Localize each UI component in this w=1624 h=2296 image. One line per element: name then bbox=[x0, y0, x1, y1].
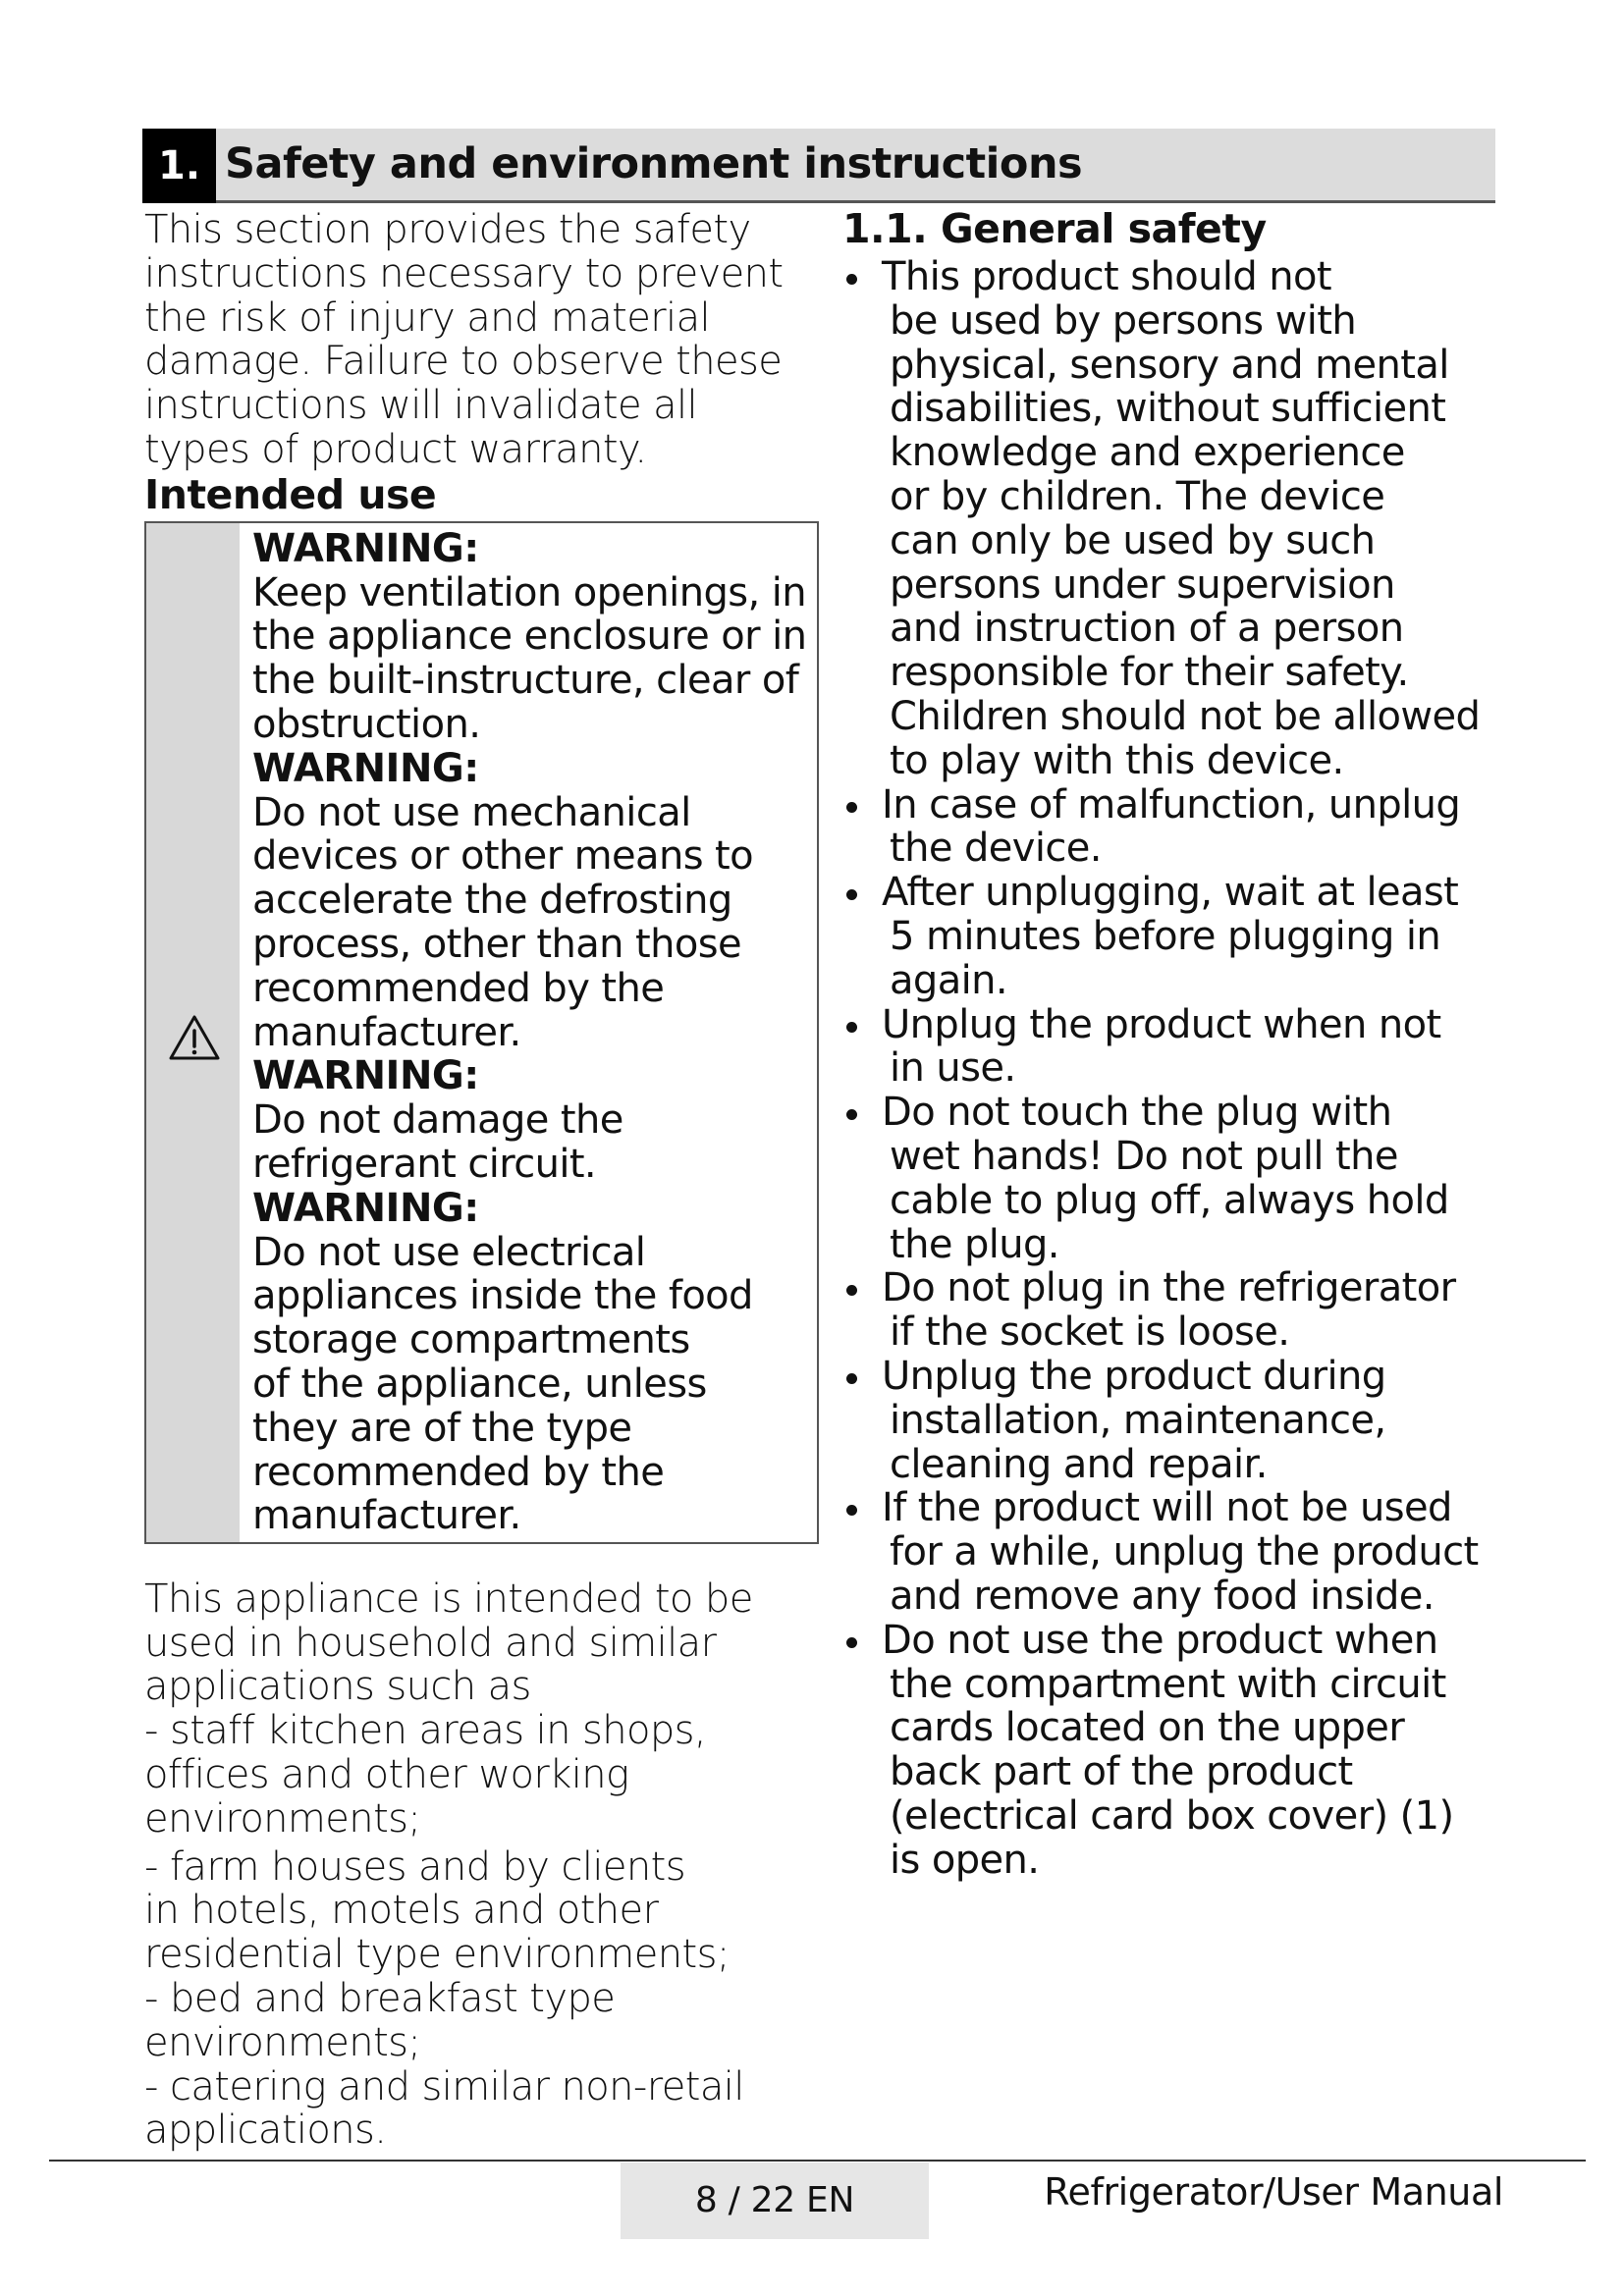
warning-text: accelerate the defrosting bbox=[252, 878, 732, 924]
list-item-text: After unplugging, wait at least bbox=[882, 870, 1459, 916]
list-item-text: Do not touch the plug with bbox=[882, 1090, 1392, 1136]
usage-line: applications. bbox=[144, 2108, 387, 2154]
warning-item bbox=[252, 1054, 812, 1186]
general-safety-list bbox=[842, 255, 1520, 1882]
warning-text: they are of the type bbox=[252, 1405, 632, 1451]
section-number: 1. bbox=[142, 129, 216, 203]
warning-text: Do not use electrical bbox=[252, 1229, 646, 1275]
list-item-text: Unplug the product when not bbox=[882, 1001, 1441, 1047]
warning-text: the built-instructure, clear of bbox=[252, 658, 799, 704]
usage-line: applications such as bbox=[144, 1664, 531, 1710]
list-item bbox=[842, 783, 1520, 872]
usage-line: - bed and breakfast type bbox=[144, 1975, 616, 2021]
warning-triangle-icon bbox=[168, 1014, 221, 1061]
warning-list bbox=[252, 527, 812, 1538]
intro-line: instructions necessary to prevent bbox=[144, 250, 784, 296]
warning-text: manufacturer. bbox=[252, 1009, 521, 1055]
list-item-text: again. bbox=[890, 957, 1007, 1003]
intro-line: instructions will invalidate all bbox=[144, 383, 698, 429]
list-item-text: cards located on the upper bbox=[890, 1705, 1405, 1751]
list-item bbox=[842, 871, 1520, 1002]
list-item-text: disabilities, without sufficient bbox=[890, 386, 1446, 432]
warning-text: of the appliance, unless bbox=[252, 1361, 707, 1407]
warning-text: Keep ventilation openings, in bbox=[252, 569, 806, 615]
list-item bbox=[842, 1003, 1520, 1092]
warning-label: WARNING: bbox=[252, 1053, 479, 1099]
intended-use-heading: Intended use bbox=[144, 470, 437, 518]
section-title: Safety and environment instructions bbox=[225, 139, 1083, 188]
usage-line: - catering and similar non-retail bbox=[144, 2063, 744, 2109]
usage-line: residential type environments; bbox=[144, 1932, 730, 1978]
warning-text: recommended by the bbox=[252, 1449, 665, 1495]
warning-text: process, other than those bbox=[252, 921, 741, 967]
warning-text: devices or other means to bbox=[252, 833, 754, 880]
warning-text: storage compartments bbox=[252, 1317, 690, 1363]
list-item-text: to play with this device. bbox=[890, 737, 1344, 783]
list-item-text: the plug. bbox=[890, 1221, 1059, 1267]
usage-line: - staff kitchen areas in shops, bbox=[144, 1708, 706, 1754]
usage-line: offices and other working bbox=[144, 1751, 629, 1797]
usage-line: environments; bbox=[144, 2019, 421, 2065]
list-item-text: or by children. The device bbox=[890, 473, 1385, 519]
list-item-text: persons under supervision bbox=[890, 561, 1395, 608]
list-item-text: can only be used by such bbox=[890, 517, 1376, 563]
usage-line: environments; bbox=[144, 1795, 421, 1842]
intro-paragraph bbox=[144, 208, 812, 472]
list-item-text: installation, maintenance, bbox=[890, 1397, 1386, 1443]
list-item bbox=[842, 1091, 1520, 1266]
document-title: Refrigerator/User Manual bbox=[1044, 2170, 1503, 2214]
usage-paragraph bbox=[144, 1577, 812, 2153]
warning-label: WARNING: bbox=[252, 745, 479, 791]
list-item bbox=[842, 1619, 1520, 1883]
list-item-text: the device. bbox=[890, 826, 1102, 872]
footer-divider bbox=[49, 2160, 1586, 2162]
list-item-text: in use. bbox=[890, 1045, 1016, 1092]
usage-item bbox=[144, 2065, 812, 2154]
list-item-text: Do not use the product when bbox=[882, 1617, 1438, 1663]
list-item-text: This product should not bbox=[882, 254, 1331, 299]
list-item-text: cable to plug off, always hold bbox=[890, 1177, 1449, 1223]
list-item-text: (electrical card box cover) (1) bbox=[890, 1792, 1454, 1839]
warning-item bbox=[252, 747, 812, 1055]
list-item-text: be used by persons with bbox=[890, 297, 1357, 344]
list-item-text: If the product will not be used bbox=[882, 1485, 1452, 1531]
list-item-text: Children should not be allowed bbox=[890, 693, 1481, 739]
list-item bbox=[842, 1266, 1520, 1355]
list-item-text: responsible for their safety. bbox=[890, 650, 1409, 696]
list-item-text: if the socket is loose. bbox=[890, 1309, 1290, 1356]
list-item bbox=[842, 1355, 1520, 1486]
list-item-text: Unplug the product during bbox=[882, 1353, 1386, 1399]
list-item-text: back part of the product bbox=[890, 1749, 1353, 1795]
list-item-text: physical, sensory and mental bbox=[890, 342, 1449, 388]
list-item-text: is open. bbox=[890, 1837, 1040, 1883]
warning-text: obstruction. bbox=[252, 701, 481, 747]
warning-item bbox=[252, 527, 812, 747]
list-item bbox=[842, 255, 1520, 783]
list-item-text: and instruction of a person bbox=[890, 606, 1404, 652]
usage-item bbox=[144, 1845, 812, 1977]
list-item bbox=[842, 1486, 1520, 1618]
warning-text: Do not use mechanical bbox=[252, 789, 691, 835]
list-item-text: 5 minutes before plugging in bbox=[890, 913, 1441, 959]
list-item-text: knowledge and experience bbox=[890, 430, 1405, 476]
list-item-text: cleaning and repair. bbox=[890, 1441, 1268, 1487]
general-safety-heading: 1.1. General safety bbox=[842, 205, 1267, 252]
usage-line: used in household and similar bbox=[144, 1620, 717, 1666]
usage-item bbox=[144, 1977, 812, 2065]
right-column bbox=[842, 206, 1520, 1882]
usage-item bbox=[144, 1709, 812, 1841]
usage-line: - farm houses and by clients bbox=[144, 1843, 685, 1890]
warning-text: the appliance enclosure or in bbox=[252, 614, 807, 660]
warning-text: Do not damage the bbox=[252, 1097, 623, 1144]
usage-line: This appliance is intended to be bbox=[144, 1575, 753, 1622]
warning-box bbox=[144, 521, 819, 1544]
list-item-text: In case of malfunction, unplug bbox=[882, 781, 1461, 828]
intro-line: damage. Failure to observe these bbox=[144, 339, 783, 385]
intro-line: the risk of injury and material bbox=[144, 294, 710, 341]
list-item-text: wet hands! Do not pull the bbox=[890, 1133, 1398, 1179]
warning-text: recommended by the bbox=[252, 965, 665, 1011]
warning-label: WARNING: bbox=[252, 1185, 479, 1231]
intro-line: types of product warranty. bbox=[144, 426, 647, 472]
left-column bbox=[144, 208, 812, 2153]
warning-text: appliances inside the food bbox=[252, 1273, 753, 1319]
intro-line: This section provides the safety bbox=[144, 207, 751, 252]
list-item-text: and remove any food inside. bbox=[890, 1573, 1435, 1619]
warning-item bbox=[252, 1187, 812, 1538]
warning-text: manufacturer. bbox=[252, 1493, 521, 1539]
warning-label: WARNING: bbox=[252, 525, 479, 571]
list-item-text: Do not plug in the refrigerator bbox=[882, 1265, 1456, 1311]
page-number: 8 / 22 EN bbox=[621, 2163, 929, 2239]
section-header bbox=[142, 129, 1495, 203]
warning-text: refrigerant circuit. bbox=[252, 1141, 597, 1187]
list-item-text: for a while, unplug the product bbox=[890, 1529, 1479, 1575]
usage-line: in hotels, motels and other bbox=[144, 1888, 659, 1934]
list-item-text: the compartment with circuit bbox=[890, 1661, 1446, 1707]
